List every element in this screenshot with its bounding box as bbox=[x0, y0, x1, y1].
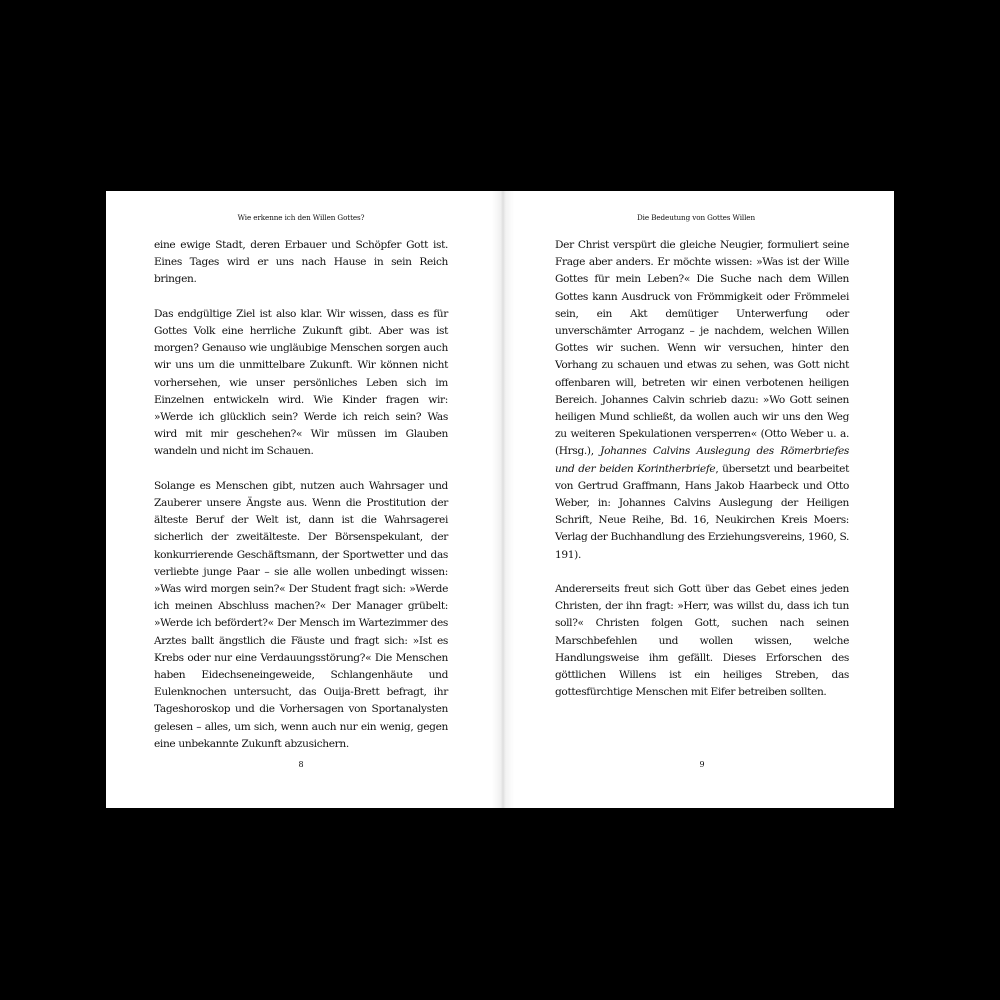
right-page bbox=[500, 191, 894, 808]
left-paragraph-3: Solange es Menschen gibt, nutzen auch Wahrsager und Zauberer unsere Ängste aus. Wenn die Prostitution der älteste Beruf der Welt ist, dann ist die Wahrsagerei sicherlich der zweitälteste. Der Börsenspekulant, der konkurrierende Geschäftsmann, der Sportwetter und das verliebte junge Paar – sie alle wollen unbedingt wissen: »Was wird morgen sein?« Der Student fragt sich: »Werde ich meinen Abschluss machen?« Der Manager grübelt: »Werde ich befördert?« Der Mensch im Wartezimmer des Arztes ballt ängstlich die Fäuste und fragt sich: »Ist es Krebs oder nur eine Verdauungsstörung?« Die Menschen haben Eidechseneingeweide, Schlangenhäute und Eulenknochen untersucht, das Ouija-Brett befragt, ihr Tageshoroskop und die Vorhersagen von Sportanalysten gelesen – alles, um sich, wenn auch nur ein wenig, gegen eine unbekannte Zukunft abzusichern. bbox=[154, 479, 448, 750]
right-paragraph-1-text-b: , übersetzt und bearbeitet von Gertrud Graffmann, Hans Jakob Haarbeck und Otto Weber, in: Johannes Calvins Auslegung der Heiligen Schrift, Neue Reihe, Bd. 16, Neukirchen Kreis Moers: Verlag der Buchhandlung des Erziehungsvereins, 1960, S. 191). bbox=[555, 462, 849, 561]
right-running-head: Die Bedeutung von Gottes Willen bbox=[637, 213, 755, 222]
left-page bbox=[106, 191, 500, 808]
left-page-body bbox=[154, 237, 448, 770]
right-paragraph-2: Andererseits freut sich Gott über das Gebet eines jeden Christen, der ihn fragt: »Herr, was willst du, dass ich tun soll?« Christen folgen Gott, suchen nach seinen Marschbefehlen und wollen wissen, welche Handlungsweise ihm gefällt. Dieses Erforschen des göttlichen Willens ist ein heiliges Streben, das gottesfürchtige Menschen mit Eifer betreiben sollten. bbox=[555, 583, 849, 699]
left-page-number: 8 bbox=[298, 760, 304, 769]
right-page-number: 9 bbox=[699, 760, 705, 769]
left-running-head: Wie erkenne ich den Willen Gottes? bbox=[237, 213, 365, 222]
book-spread bbox=[106, 191, 894, 808]
left-paragraph-2: Das endgültige Ziel ist also klar. Wir wissen, dass es für Gottes Volk eine herrliche Zukunft gibt. Aber was ist morgen? Genauso wie ungläubige Menschen sorgen auch wir uns um die unmittelbare Zukunft. Wir können nicht vorhersehen, wie unser persönliches Leben sich im Einzelnen entwickeln wird. Wie Kinder fragen wir: »Werde ich glücklich sein? Werde ich reich sein? Was wird mit mir geschehen?« Wir müssen im Glauben wandeln und nicht im Schauen. bbox=[154, 307, 448, 458]
right-paragraph-1 bbox=[555, 237, 849, 564]
left-paragraph-1: eine ewige Stadt, deren Erbauer und Schöpfer Gott ist. Eines Tages wird er uns nach Hause in sein Reich bringen. bbox=[154, 239, 448, 286]
book-title-italic: Johannes Calvins Auslegung des Römerbriefes und der beiden Korintherbriefe bbox=[555, 445, 849, 475]
right-paragraph-1-text-a: Der Christ verspürt die gleiche Neugier, formuliert seine Frage aber anders. Er möchte wissen: »Was ist der Wille Gottes für mein Leben?« Die Suche nach dem Willen Gottes kann Ausdruck von Frömmigkeit oder Frömmelei sein, ein Akt demütiger Unterwerfung oder unverschämter Arroganz – je nachdem, welchen Willen Gottes wir suchen. Wenn wir versuchen, hinter den Vorhang zu schauen und etwas zu sehen, was Gott nicht offenbaren will, betreten wir einen verbotenen heiligen Bereich. Johannes Calvin schrieb dazu: »Wo Gott seinen heiligen Mund schließt, da wollen auch wir uns den Weg zu weiteren Spekulationen versperren« (Otto Weber u. a. (Hrsg.), bbox=[555, 239, 849, 458]
right-page-body bbox=[555, 237, 849, 719]
